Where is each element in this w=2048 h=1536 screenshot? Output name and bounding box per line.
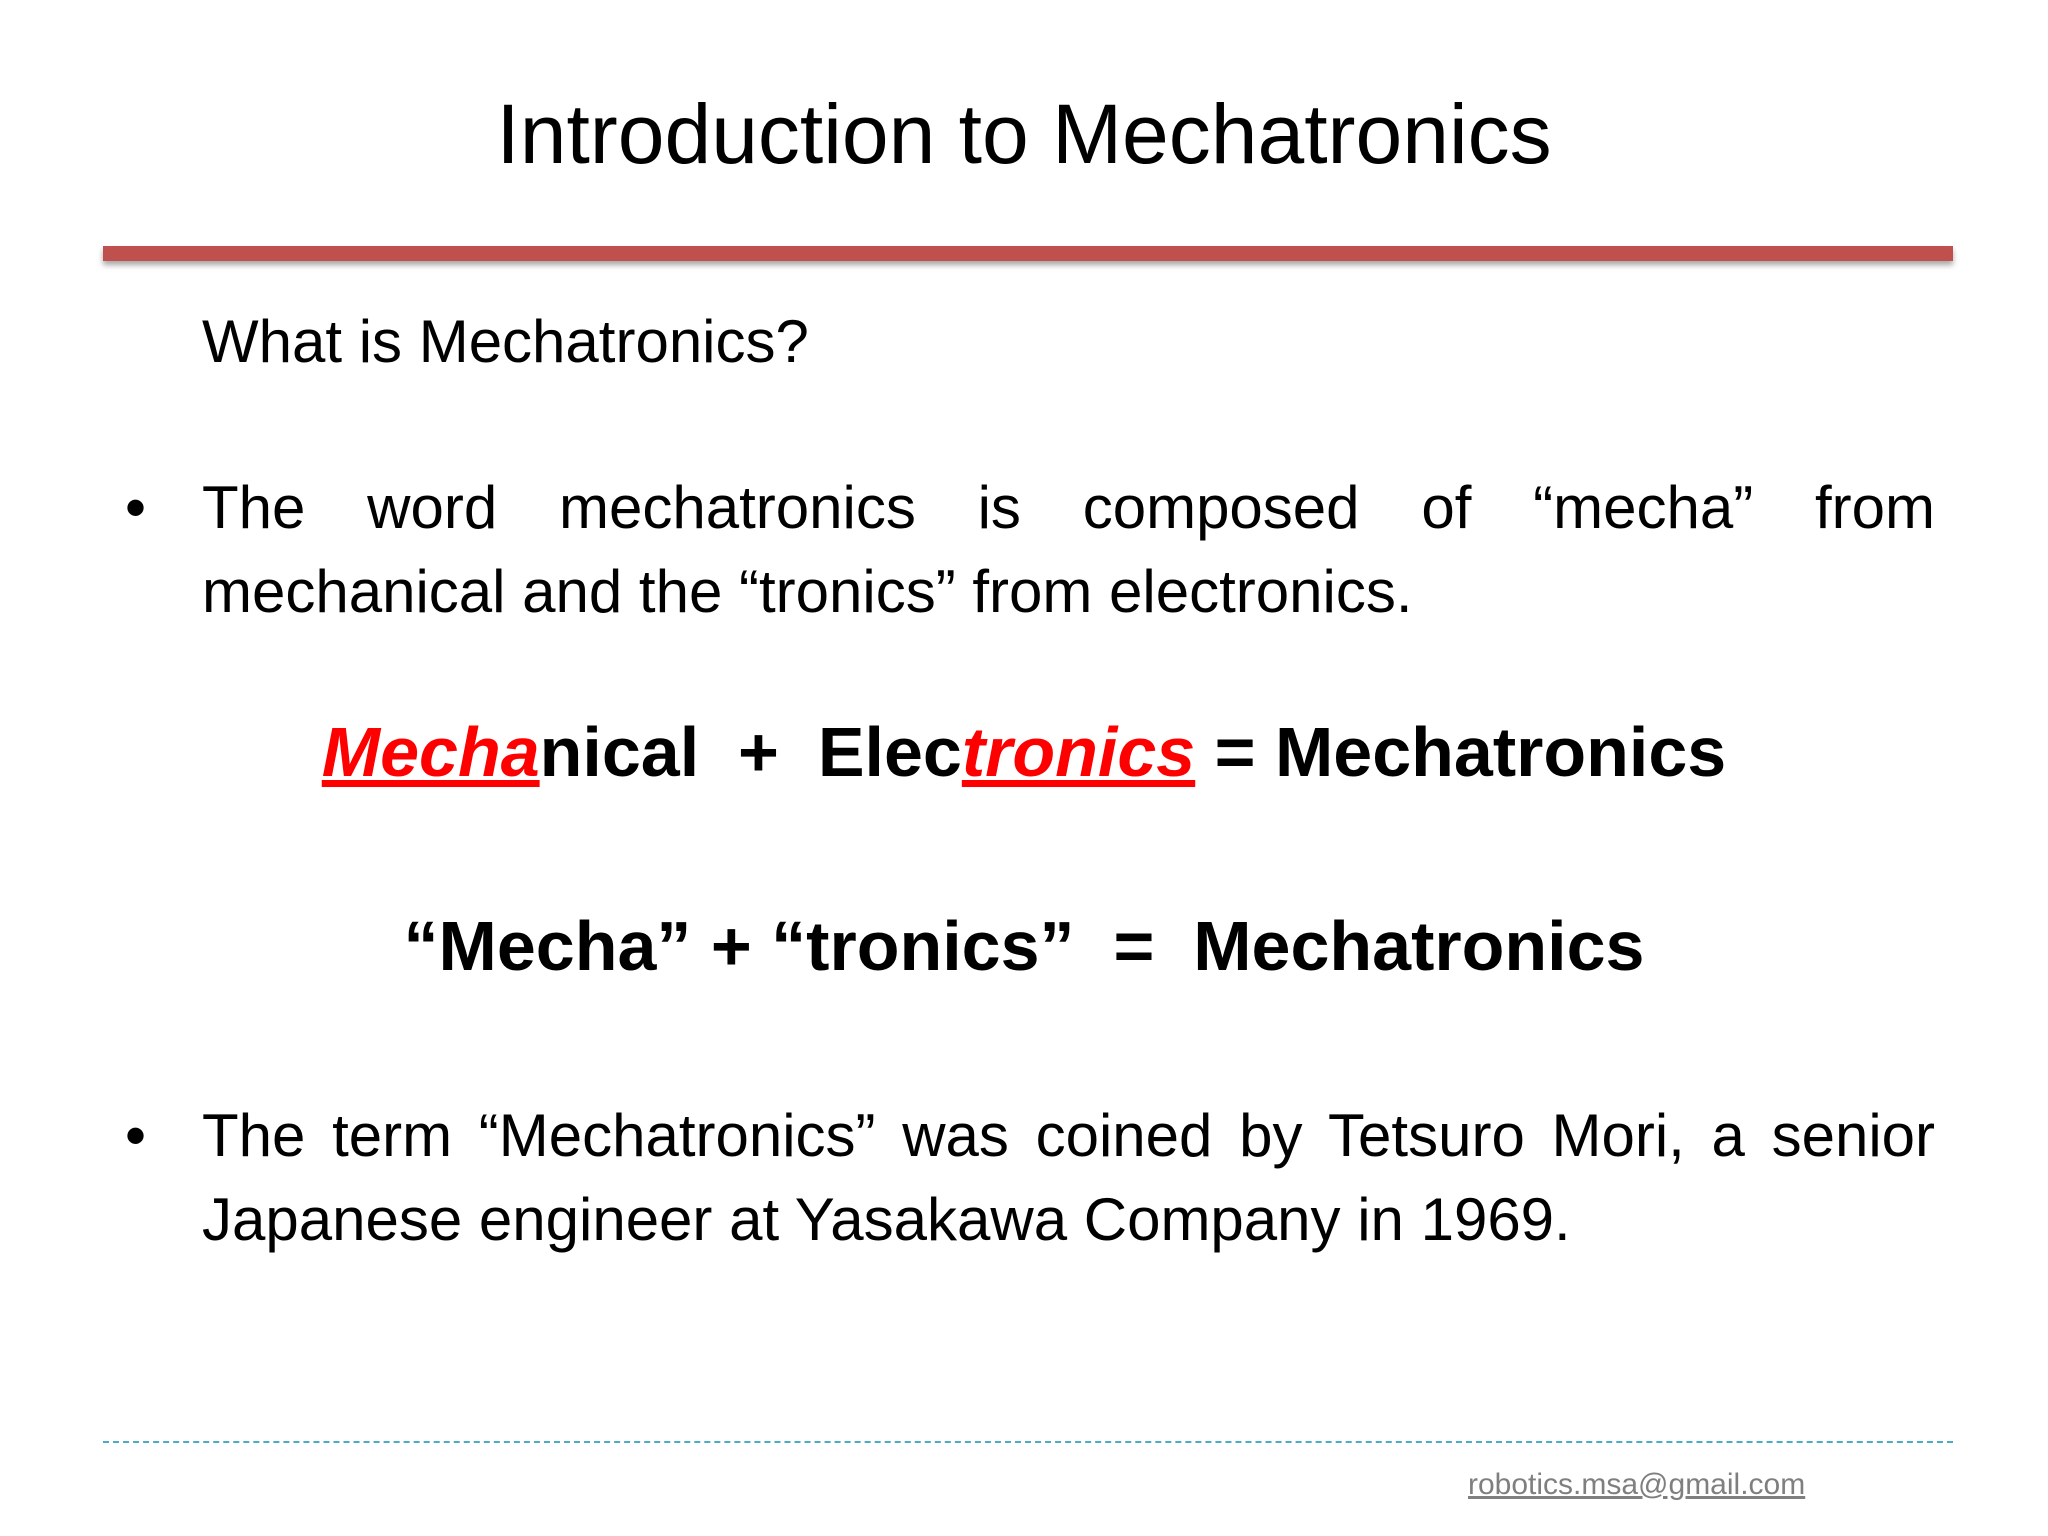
highlight-mecha: Mecha <box>321 713 540 791</box>
bullet-item-1 <box>125 466 1935 634</box>
equation-text-nical-elec: nical + Elec <box>539 713 962 791</box>
title-divider <box>103 246 1953 261</box>
equation-mechanical-electronics <box>0 710 2048 794</box>
bullet-text-1: The word mechatronics is composed of “mecha” from mechanical and the “tronics” from electronics. <box>202 474 1935 625</box>
bullet-icon: • <box>125 1102 147 1169</box>
subheading: What is Mechatronics? <box>202 308 809 375</box>
highlight-tronics: tronics <box>961 713 1196 791</box>
slide-title: Introduction to Mechatronics <box>496 87 1552 181</box>
bullet-item-2 <box>125 1094 1935 1262</box>
footer-email-link[interactable]: robotics.msa@gmail.com <box>1468 1468 1806 1501</box>
equation-mecha-tronics: “Mecha” + “tronics” = Mechatronics <box>403 907 1645 985</box>
equation-result: = Mechatronics <box>1195 713 1727 791</box>
footer-divider <box>103 1441 1953 1443</box>
bullet-text-2: The term “Mechatronics” was coined by Tetsuro Mori, a senior Japanese engineer at Yasakawa Company in 1969. <box>202 1102 1935 1253</box>
bullet-icon: • <box>125 474 147 541</box>
